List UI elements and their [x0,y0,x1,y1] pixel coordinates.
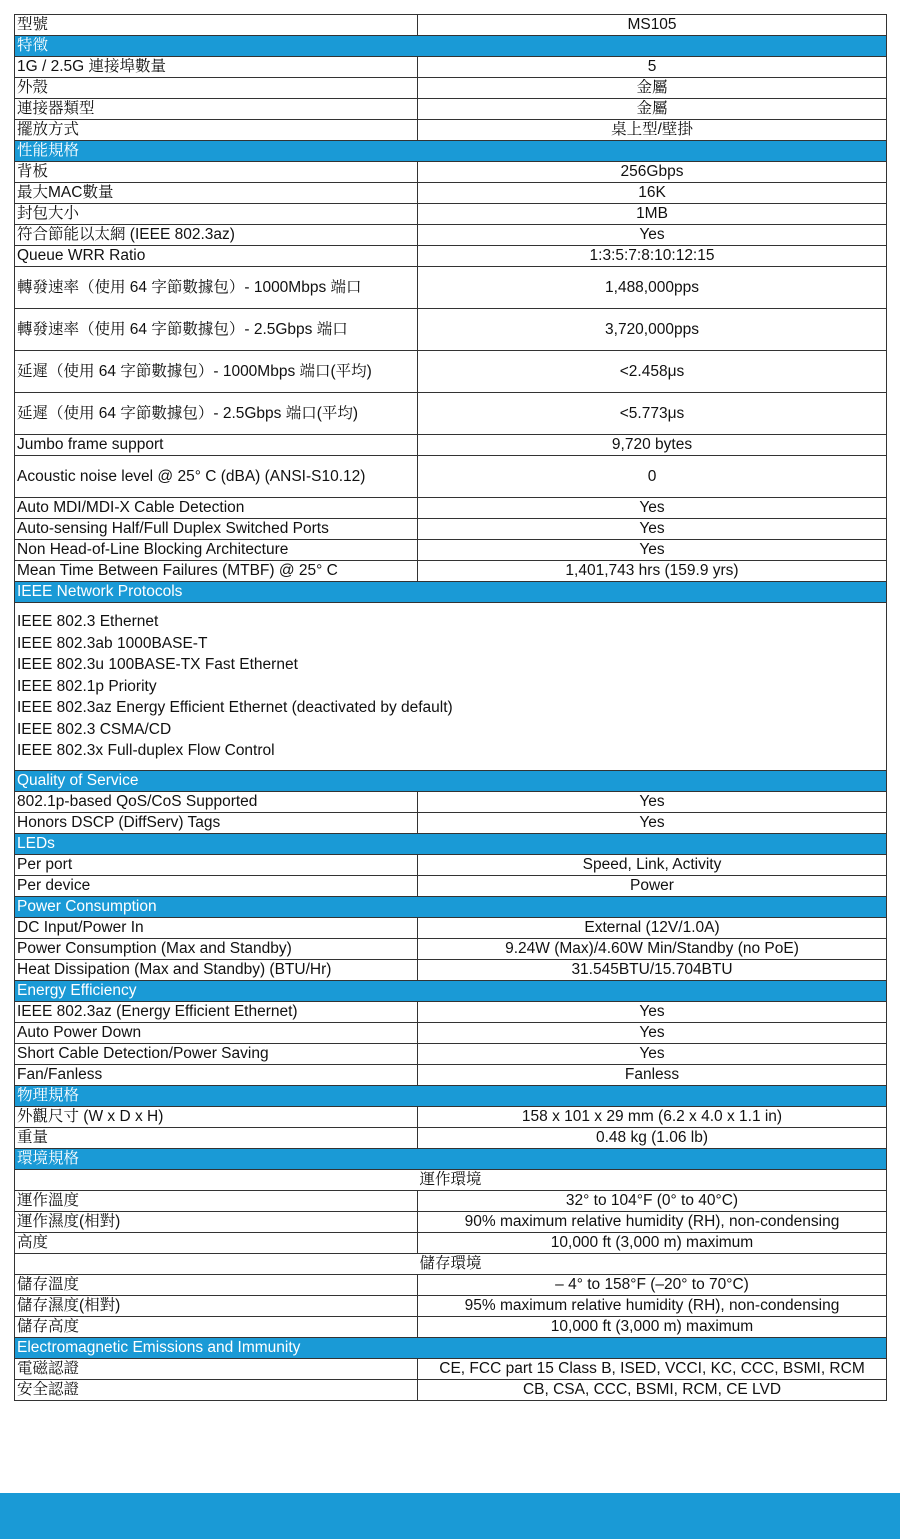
spec-label: 延遲（使用 64 字節數據包）- 1000Mbps 端口(平均) [15,351,418,393]
spec-row [15,1274,887,1295]
spec-value: Yes [418,1043,887,1064]
section-title: 性能規格 [15,141,887,162]
spec-row [15,959,887,980]
section-title: Energy Efficiency [15,980,887,1001]
spec-row [15,57,887,78]
protocol-list-row [15,603,887,771]
spec-row [15,1232,887,1253]
spec-row [15,1190,887,1211]
spec-label: 運作溫度 [15,1190,418,1211]
protocol-list-item: IEEE 802.3x Full-duplex Flow Control [17,742,275,759]
spec-label: Auto MDI/MDI-X Cable Detection [15,498,418,519]
spec-label: Mean Time Between Failures (MTBF) @ 25° C [15,561,418,582]
spec-value: CB, CSA, CCC, BSMI, RCM, CE LVD [418,1379,887,1400]
spec-row [15,1106,887,1127]
section-header [15,36,887,57]
section-title: IEEE Network Protocols [15,582,887,603]
spec-value: Yes [418,519,887,540]
section-header [15,1337,887,1358]
spec-row [15,99,887,120]
spec-value: 31.545BTU/15.704BTU [418,959,887,980]
spec-value: MS105 [418,15,887,36]
spec-value: 0 [418,456,887,498]
spec-row [15,1064,887,1085]
spec-row [15,393,887,435]
spec-value: 32° to 104°F (0° to 40°C) [418,1190,887,1211]
spec-value: 1,488,000pps [418,267,887,309]
spec-row [15,791,887,812]
protocol-list-item: IEEE 802.3 CSMA/CD [17,720,172,738]
section-header [15,582,887,603]
spec-label: Per port [15,854,418,875]
protocol-list-item: IEEE 802.3ab 1000BASE-T [17,634,208,652]
spec-label: 重量 [15,1127,418,1148]
spec-value: 金屬 [418,99,887,120]
spec-row [15,875,887,896]
spec-value: 95% maximum relative humidity (RH), non-condensing [418,1295,887,1316]
spec-label: Fan/Fanless [15,1064,418,1085]
spec-label: Queue WRR Ratio [15,246,418,267]
spec-value: 金屬 [418,78,887,99]
spec-row [15,246,887,267]
section-title: 物理規格 [15,1085,887,1106]
section-header [15,1085,887,1106]
spec-value: Yes [418,812,887,833]
spec-row [15,1358,887,1379]
spec-row [15,267,887,309]
spec-label: 安全認證 [15,1379,418,1400]
section-title: 特徵 [15,36,887,57]
spec-label: 轉發速率（使用 64 字節數據包）- 2.5Gbps 端口 [15,309,418,351]
spec-row [15,78,887,99]
protocol-list-item: IEEE 802.3 Ethernet [17,613,159,630]
spec-row [15,498,887,519]
protocol-list [15,603,887,771]
spec-value: 0.48 kg (1.06 lb) [418,1127,887,1148]
spec-label: Power Consumption (Max and Standby) [15,938,418,959]
section-title: 環境規格 [15,1148,887,1169]
spec-row [15,561,887,582]
spec-value: 16K [418,183,887,204]
section-title: Power Consumption [15,896,887,917]
section-header [15,770,887,791]
spec-value: Yes [418,225,887,246]
spec-value: Speed, Link, Activity [418,854,887,875]
section-header [15,1148,887,1169]
spec-label: 外殼 [15,78,418,99]
spec-row [15,1295,887,1316]
spec-row [15,15,887,36]
spec-label: 最大MAC數量 [15,183,418,204]
spec-row [15,519,887,540]
spec-row [15,309,887,351]
spec-value: 1:3:5:7:8:10:12:15 [418,246,887,267]
spec-label: 封包大小 [15,204,418,225]
spec-value: 256Gbps [418,162,887,183]
spec-value: Power [418,875,887,896]
spec-row [15,351,887,393]
section-title: LEDs [15,833,887,854]
spec-row [15,540,887,561]
spec-label: Auto-sensing Half/Full Duplex Switched Ports [15,519,418,540]
spec-value: 10,000 ft (3,000 m) maximum [418,1316,887,1337]
spec-row [15,812,887,833]
section-header [15,141,887,162]
section-title: Electromagnetic Emissions and Immunity [15,1337,887,1358]
section-title: Quality of Service [15,770,887,791]
spec-label: IEEE 802.3az (Energy Efficient Ethernet) [15,1001,418,1022]
section-header [15,980,887,1001]
spec-label: 儲存高度 [15,1316,418,1337]
spec-value: 桌上型/壁掛 [418,120,887,141]
spec-row [15,162,887,183]
spec-value: CE, FCC part 15 Class B, ISED, VCCI, KC, CCC, BSMI, RCM [418,1358,887,1379]
spec-value: 90% maximum relative humidity (RH), non-condensing [418,1211,887,1232]
spec-value: Yes [418,1022,887,1043]
spec-value: 158 x 101 x 29 mm (6.2 x 4.0 x 1.1 in) [418,1106,887,1127]
spec-row [15,435,887,456]
spec-label: Auto Power Down [15,1022,418,1043]
spec-label: Short Cable Detection/Power Saving [15,1043,418,1064]
spec-row [15,1001,887,1022]
spec-row [15,1127,887,1148]
spec-label: Non Head-of-Line Blocking Architecture [15,540,418,561]
spec-label: 高度 [15,1232,418,1253]
spec-value: 9,720 bytes [418,435,887,456]
spec-row [15,938,887,959]
spec-row [15,1379,887,1400]
spec-value: 9.24W (Max)/4.60W Min/Standby (no PoE) [418,938,887,959]
spec-value: <5.773μs [418,393,887,435]
spec-label: Heat Dissipation (Max and Standby) (BTU/Hr) [15,959,418,980]
spec-label: Honors DSCP (DiffServ) Tags [15,812,418,833]
spec-value: 1,401,743 hrs (159.9 yrs) [418,561,887,582]
spec-value: Fanless [418,1064,887,1085]
spec-value: Yes [418,791,887,812]
spec-value: – 4° to 158°F (–20° to 70°C) [418,1274,887,1295]
spec-value: Yes [418,540,887,561]
spec-table [14,14,887,1401]
spec-label: 連接器類型 [15,99,418,120]
subsection-title: 儲存環境 [15,1253,887,1274]
spec-label: DC Input/Power In [15,917,418,938]
section-header [15,896,887,917]
spec-table-body [15,15,887,1401]
protocol-list-item: IEEE 802.3u 100BASE-TX Fast Ethernet [17,656,298,673]
spec-row [15,204,887,225]
spec-label: 延遲（使用 64 字節數據包）- 2.5Gbps 端口(平均) [15,393,418,435]
spec-row [15,225,887,246]
spec-label: 外觀尺寸 (W x D x H) [15,1106,418,1127]
spec-value: 10,000 ft (3,000 m) maximum [418,1232,887,1253]
spec-row [15,456,887,498]
spec-row [15,1316,887,1337]
spec-row [15,917,887,938]
spec-label: 電磁認證 [15,1358,418,1379]
spec-value: <2.458μs [418,351,887,393]
subsection-header [15,1253,887,1274]
spec-row [15,1022,887,1043]
spec-label: 擺放方式 [15,120,418,141]
spec-row [15,1043,887,1064]
spec-label: 符合節能以太網 (IEEE 802.3az) [15,225,418,246]
spec-value: Yes [418,498,887,519]
subsection-title: 運作環境 [15,1169,887,1190]
spec-label: Per device [15,875,418,896]
protocol-list-item: IEEE 802.3az Energy Efficient Ethernet (deactivated by default) [17,699,453,716]
spec-label: Acoustic noise level @ 25° C (dBA) (ANSI-S10.12) [15,456,418,498]
spec-value: 1MB [418,204,887,225]
spec-value: 3,720,000pps [418,309,887,351]
spec-value: 5 [418,57,887,78]
spec-label: 儲存濕度(相對) [15,1295,418,1316]
spec-label: 運作濕度(相對) [15,1211,418,1232]
spec-row [15,120,887,141]
spec-value: Yes [418,1001,887,1022]
spec-label: 轉發速率（使用 64 字節數據包）- 1000Mbps 端口 [15,267,418,309]
spec-label: 背板 [15,162,418,183]
section-header [15,833,887,854]
spec-label: 儲存溫度 [15,1274,418,1295]
protocol-list-item: IEEE 802.1p Priority [17,677,157,695]
spec-row [15,854,887,875]
footer-bar [0,1493,900,1539]
spec-label: 1G / 2.5G 連接埠數量 [15,57,418,78]
spec-value: External (12V/1.0A) [418,917,887,938]
spec-label: 802.1p-based QoS/CoS Supported [15,791,418,812]
spec-row [15,183,887,204]
spec-row [15,1211,887,1232]
spec-label: 型號 [15,15,418,36]
spec-label: Jumbo frame support [15,435,418,456]
subsection-header [15,1169,887,1190]
